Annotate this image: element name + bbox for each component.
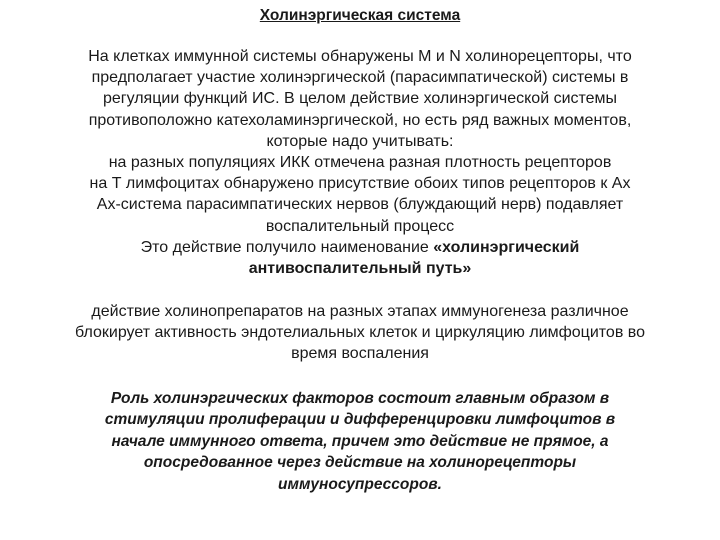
text-line: Ах-система парасимпатических нервов (блуждающий нерв) подавляет (96, 196, 624, 214)
text-line: регуляции функций ИС. В целом действие холинэргической системы (102, 90, 618, 108)
text-line: На клетках иммунной системы обнаружены М и N холинорецепторы, что (88, 48, 632, 65)
text-line: время воспаления (291, 345, 429, 363)
text-line: начале иммунного ответа, причем это действие не прямое, а (111, 432, 609, 450)
text-line: Роль холинэргических факторов состоит главным образом в (110, 390, 610, 407)
text-line: на Т лимфоцитах обнаружено присутствие обоих типов рецепторов к Ах (89, 175, 631, 193)
text-line (20, 258, 700, 279)
text-line: на разных популяциях ИКК отмечена разная плотность рецепторов (108, 154, 612, 172)
paragraph-conclusion (40, 388, 680, 495)
text-line-prefix: Это действие получило наименование (140, 238, 434, 256)
highlighted-term: антивоспалительный путь» (248, 260, 472, 278)
text-line: воспалительный процесс (265, 217, 455, 235)
text-line: противоположно катехоламинэргической, но есть ряд важных моментов, (88, 111, 632, 129)
paragraph-cholinergic-receptors (20, 46, 700, 279)
slide-title: Холинэргическая система (259, 7, 461, 24)
text-line (20, 237, 700, 258)
paragraph-cholinergic-drugs (20, 301, 700, 365)
text-line: иммуносупрессоров. (278, 475, 442, 493)
highlighted-term: «холинэргический (433, 238, 580, 256)
text-line: стимуляции пролиферации и дифференцировки лимфоцитов в (104, 411, 616, 429)
text-line: предполагает участие холинэргической (парасимпатической) системы в (91, 69, 629, 87)
text-line: которые надо учитывать: (266, 132, 454, 150)
text-line: опосредованное через действие на холинорецепторы (143, 454, 577, 472)
text-line: блокирует активность эндотелиальных клеток и циркуляцию лимфоцитов во (75, 324, 645, 342)
text-line: действие холинопрепаратов на разных этапах иммуногенеза различное (91, 303, 629, 320)
